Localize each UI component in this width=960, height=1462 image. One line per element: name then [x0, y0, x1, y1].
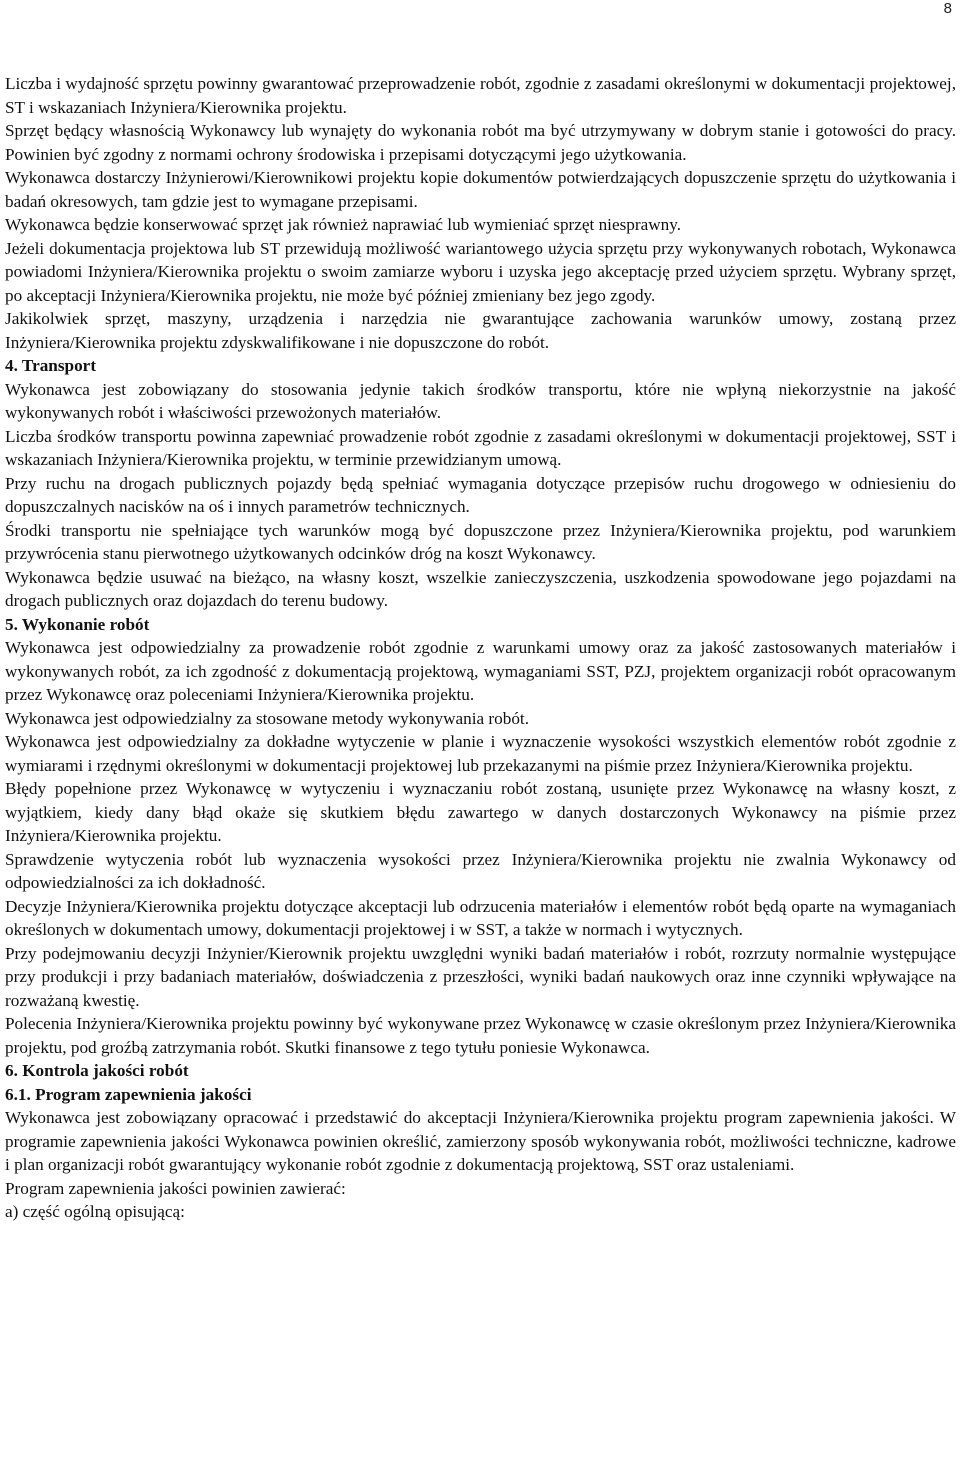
paragraph: Sprzęt będący własnością Wykonawcy lub wynajęty do wykonania robót ma być utrzymywany w dobrym stanie i gotowości do pracy. Powinien być zgodny z normami ochrony środowiska i przepisami dotyczącymi jego użytkowania.	[5, 121, 956, 164]
section-heading-wykonanie-robot: 5. Wykonanie robót	[5, 614, 150, 634]
paragraph: Wykonawca jest zobowiązany opracować i przedstawić do akceptacji Inżyniera/Kierownika projektu program zapewnienia jakości. W programie zapewnienia jakości Wykonawca powinien określić, zamierzony sposób wykonywania robót, możliwości techniczne, kadrowe i plan organizacji robót gwarantujący wykonanie robót zgodnie z dokumentacją projektową, SST oraz ustaleniami.	[5, 1108, 956, 1174]
paragraph: Liczba środków transportu powinna zapewniać prowadzenie robót zgodnie z zasadami określonymi w dokumentacji projektowej, SST i wskazaniach Inżyniera/Kierownika projektu, w terminie przewidzianym umową.	[5, 426, 956, 469]
subsection-heading-program-jakosci: 6.1. Program zapewnienia jakości	[5, 1084, 252, 1104]
paragraph: Wykonawca jest odpowiedzialny za prowadzenie robót zgodnie z warunkami umowy oraz za jakość zastosowanych materiałów i wykonywanych robót, za ich zgodność z dokumentacją projektową, wymaganiami SST, PZJ, projektem organizacji robót opracowanym przez Wykonawcę oraz poleceniami Inżyniera/Kierownika projektu.	[5, 638, 956, 704]
section-heading-kontrola-jakosci: 6. Kontrola jakości robót	[5, 1061, 189, 1080]
paragraph: Sprawdzenie wytyczenia robót lub wyznaczenia wysokości przez Inżyniera/Kierownika projektu nie zwalnia Wykonawcy od odpowiedzialności za ich dokładność.	[5, 849, 956, 892]
paragraph: Jeżeli dokumentacja projektowa lub ST przewidują możliwość wariantowego użycia sprzętu przy wykonywanych robotach, Wykonawca powiadomi Inżyniera/Kierownika projektu o swoim zamiarze wyboru i uzyska jego akceptację przed użyciem sprzętu. Wybrany sprzęt, po akceptacji Inżyniera/Kierownika projektu, nie może być później zmieniany bez jego zgody.	[5, 238, 956, 305]
paragraph: Wykonawca będzie konserwować sprzęt jak również naprawiać lub wymieniać sprzęt niesprawny.	[5, 215, 682, 234]
page-number: 8	[943, 0, 952, 17]
section-heading-transport: 4. Transport	[5, 356, 97, 375]
paragraph: Wykonawca jest zobowiązany do stosowania jedynie takich środków transportu, które nie wpłyną niekorzystnie na jakość wykonywanych robót i właściwości przewożonych materiałów.	[5, 379, 956, 422]
paragraph: Przy ruchu na drogach publicznych pojazdy będą spełniać wymagania dotyczące przepisów ruchu drogowego w odniesieniu do dopuszczalnych nacisków na oś i innych parametrów technicznych.	[5, 473, 956, 516]
list-item: a) część ogólną opisującą:	[5, 1202, 185, 1221]
paragraph: Program zapewnienia jakości powinien zawierać:	[5, 1178, 346, 1198]
paragraph: Jakikolwiek sprzęt, maszyny, urządzenia i narzędzia nie gwarantujące zachowania warunków umowy, zostaną przez Inżyniera/Kierownika projektu zdyskwalifikowane i nie dopuszczone do robót.	[5, 309, 956, 352]
paragraph: Przy podejmowaniu decyzji Inżynier/Kierownik projektu uwzględni wyniki badań materiałów i robót, rozrzuty normalnie występujące przy produkcji i przy badaniach materiałów, doświadczenia z przeszłości, wyniki badań naukowych oraz inne czynniki wpływające na rozważaną kwestię.	[5, 943, 956, 1010]
paragraph: Wykonawca jest odpowiedzialny za dokładne wytyczenie w planie i wyznaczenie wysokości wszystkich elementów robót zgodnie z wymiarami i rzędnymi określonymi w dokumentacji projektowej lub przekazanymi na piśmie przez Inżyniera/Kierownika projektu.	[5, 732, 956, 775]
paragraph: Polecenia Inżyniera/Kierownika projektu powinny być wykonywane przez Wykonawcę w czasie określonym przez Inżyniera/Kierownika projektu, pod groźbą zatrzymania robót. Skutki finansowe z tego tytułu poniesie Wykonawca.	[5, 1014, 956, 1057]
paragraph: Liczba i wydajność sprzętu powinny gwarantować przeprowadzenie robót, zgodnie z zasadami określonymi w dokumentacji projektowej, ST i wskazaniach Inżyniera/Kierownika projektu.	[5, 74, 956, 117]
paragraph: Wykonawca jest odpowiedzialny za stosowane metody wykonywania robót.	[5, 708, 529, 728]
paragraph: Błędy popełnione przez Wykonawcę w wytyczeniu i wyznaczaniu robót zostaną, usunięte przez Wykonawcę na własny koszt, z wyjątkiem, kiedy dany błąd okaże się skutkiem błędu zawartego w danych dostarczonych Wykonawcy na piśmie przez Inżyniera/Kierownika projektu.	[5, 779, 956, 845]
paragraph: Decyzje Inżyniera/Kierownika projektu dotyczące akceptacji lub odrzucenia materiałów i elementów robót będą oparte na wymaganiach określonych w dokumentach umowy, dokumentacji projektowej i w SST, a także w normach i wytycznych.	[5, 896, 956, 939]
paragraph: Wykonawca będzie usuwać na bieżąco, na własny koszt, wszelkie zanieczyszczenia, uszkodzenia spowodowane jego pojazdami na drogach publicznych oraz dojazdach do terenu budowy.	[5, 567, 956, 610]
paragraph: Wykonawca dostarczy Inżynierowi/Kierownikowi projektu kopie dokumentów potwierdzających dopuszczenie sprzętu do użytkowania i badań okresowych, tam gdzie jest to wymagane przepisami.	[5, 168, 956, 211]
paragraph: Środki transportu nie spełniające tych warunków mogą być dopuszczone przez Inżyniera/Kierownika projektu, pod warunkiem przywrócenia stanu pierwotnego użytkowanych odcinków dróg na koszt Wykonawcy.	[5, 520, 956, 563]
document-body	[5, 72, 956, 1224]
